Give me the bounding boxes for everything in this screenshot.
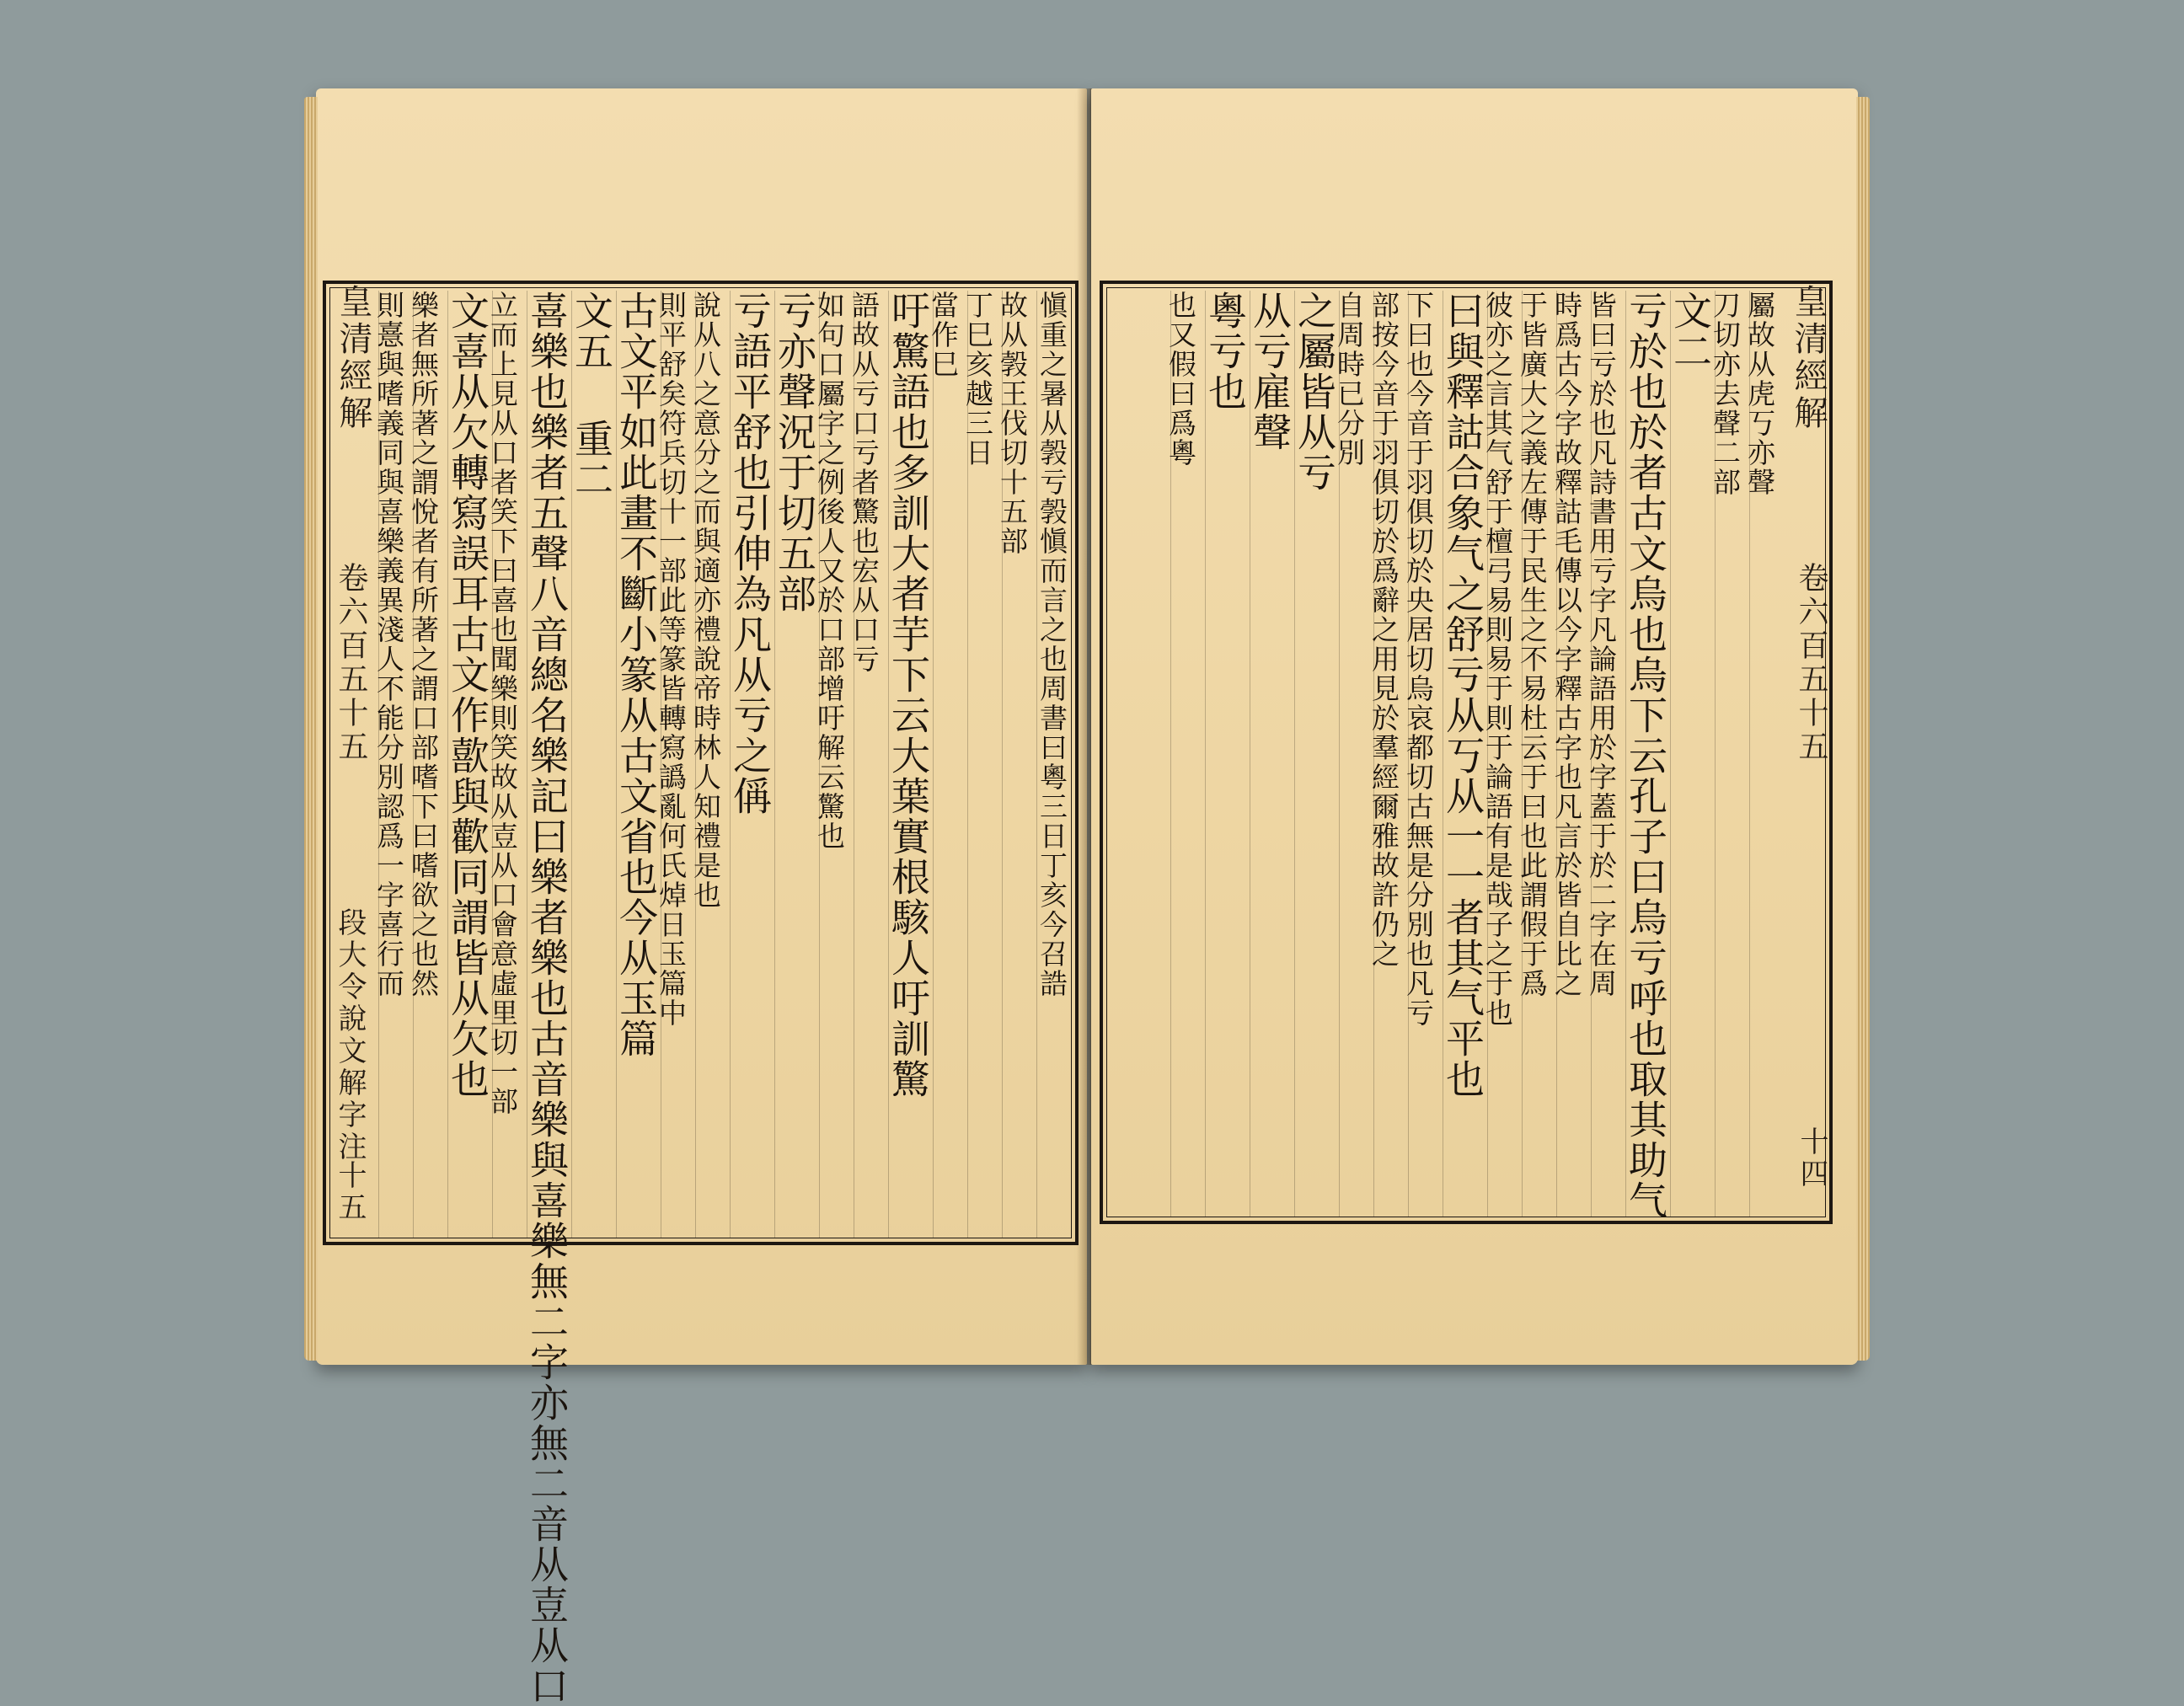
text-column: 說从八之意分之而與適亦禮說帝時林人知禮是也 [695,291,730,1238]
open-book [316,88,1858,1706]
text-column: 古文平如此畫不斷小篆从古文省也今从玉篇 [616,291,661,1238]
text-column: 樂者無所著之謂悅者有所著之謂口部嗜下曰嗜欲之也然 [413,291,447,1238]
text-column: 愼重之暑从㝅亏㝅愼而言之也周書曰粵三日丁亥今召誥 [1036,291,1076,1238]
text-column: 則憙與嗜義同與喜樂義異淺人不能分別認爲一字喜行而 [378,291,413,1238]
text-column: 之屬皆从亏 [1294,291,1339,1217]
left-page [316,88,1087,1706]
text-column: 吁驚語也多訓大者芋下云大葉實根駭人吁訓驚 [888,291,933,1238]
text-column: 文五 重二 [571,291,616,1238]
left-margin-volume: 卷六百五十五 [334,562,368,764]
text-column: 語故从亏口亏者驚也宏从口亏 [854,291,888,1238]
text-column: 粵亏也 [1205,291,1250,1217]
text-column: 于皆廣大之義左傳于民生之不易杜云于曰也此謂假于爲 [1522,291,1556,1217]
text-column: 當作巳 [933,291,967,1238]
left-margin-subtitle: 段大令說文解字注 [333,907,367,1163]
text-column: 亏語平舒也引伸為凡从亏之偁 [730,291,774,1238]
right-page-edges [1856,97,1870,1361]
text-column: 故从㝅王伐切十五部 [1002,291,1036,1238]
right-page-number: 十四 [1795,1126,1828,1190]
right-margin-title: 皇清經解 [1789,284,1828,432]
text-column: 曰與釋詁合象气之舒亏从丂从一一者其气平也 [1443,291,1487,1217]
text-column: 如句口屬字之例後人又於口部增吁解云驚也 [819,291,854,1238]
text-column: 亏於也於者古文烏也烏下云孔子曰烏亏呼也取其助气 [1623,291,1668,1221]
text-column: 部按今音于羽俱切於爲辭之用見於羣經爾雅故許仍之 [1373,291,1408,1217]
left-page-number: 十五 [333,1160,367,1224]
text-column: 亏亦聲況于切五部 [774,291,819,1238]
text-column: 則平舒矣符兵切十一部此等篆皆轉寫譌亂何氏焯日玉篇中 [661,291,695,1238]
text-column: 自周時已分別 [1339,291,1373,1217]
left-text-columns [372,291,1076,1706]
right-text-frame [1100,281,1833,1224]
text-column: 文二 [1670,291,1715,1217]
text-column: 也又假曰爲粵 [1170,291,1205,1217]
text-column: 刀切亦去聲二部 [1715,291,1749,1217]
text-column: 時爲古今字故釋詁毛傳以今字釋古字也凡言於皆自比之 [1556,291,1591,1217]
text-column: 屬故从虎丂亦聲 [1749,291,1784,1217]
text-column: 喜樂也樂者五聲八音總名樂記曰樂者樂也古音樂與喜樂無二字亦無二音从壴从口 [524,291,570,1706]
text-column: 皆曰亏於也凡詩書用亏字凡論語用於字蓋于於二字在周 [1591,291,1625,1217]
text-column: 丁巳亥越三日 [967,291,1002,1238]
text-column: 立而上見从口者笑下曰喜也聞樂則笑故从壴从口會意虛里切一部 [492,291,527,1238]
left-margin-title: 皇清經解 [334,284,372,432]
left-text-frame [323,281,1079,1706]
left-page-edges [304,97,318,1361]
right-margin-volume: 卷六百五十五 [1794,562,1828,764]
right-page [1091,88,1858,1365]
text-column: 从亏雇聲 [1250,291,1294,1217]
text-column: 文喜从欠轉寫誤耳古文作歖與歡同謂皆从欠也 [447,291,492,1238]
right-text-columns [1110,291,1784,1221]
text-column: 下曰也今音于羽俱切於央居切烏哀都切古無是分別也凡亏 [1408,291,1443,1217]
text-column: 彼亦之言其气舒于檀弓易則易于則于論語有是哉子之于也 [1487,291,1522,1217]
